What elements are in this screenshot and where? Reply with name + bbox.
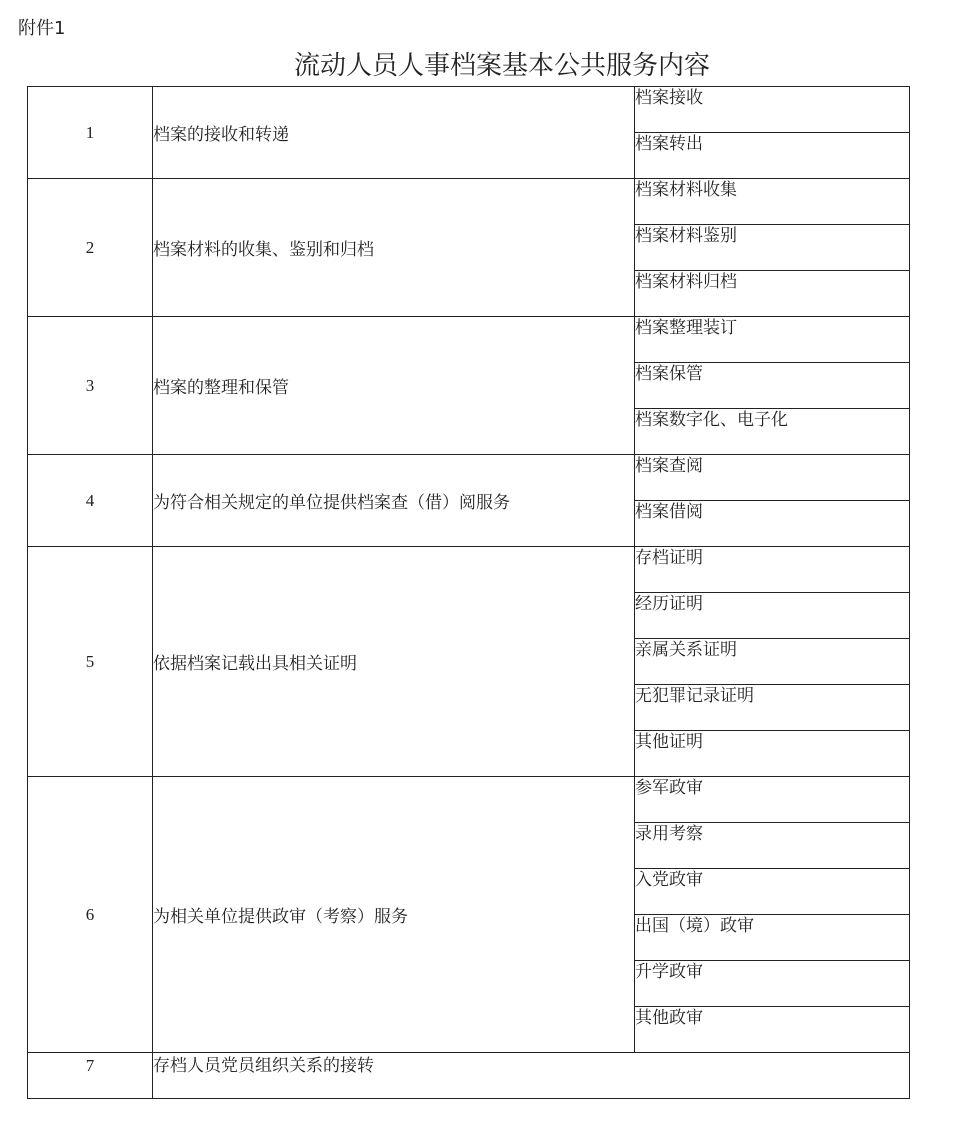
service-item: 经历证明 (635, 593, 910, 639)
row-number: 2 (28, 179, 153, 317)
service-item: 档案保管 (635, 363, 910, 409)
service-item: 档案查阅 (635, 455, 910, 501)
service-category: 依据档案记载出具相关证明 (153, 547, 635, 777)
service-item: 档案材料归档 (635, 271, 910, 317)
table-row (28, 179, 910, 225)
service-item: 录用考察 (635, 823, 910, 869)
row-number: 4 (28, 455, 153, 547)
service-category: 存档人员党员组织关系的接转 (153, 1053, 910, 1099)
table-row (28, 317, 910, 363)
service-item: 档案转出 (635, 133, 910, 179)
service-item: 升学政审 (635, 961, 910, 1007)
service-category: 为相关单位提供政审（考察）服务 (153, 777, 635, 1053)
services-table (27, 86, 910, 1099)
service-item: 档案材料鉴别 (635, 225, 910, 271)
service-category: 为符合相关规定的单位提供档案查（借）阅服务 (153, 455, 635, 547)
row-number: 1 (28, 87, 153, 179)
table-row (28, 455, 910, 501)
service-item: 亲属关系证明 (635, 639, 910, 685)
table-row (28, 87, 910, 133)
service-item: 入党政审 (635, 869, 910, 915)
service-item: 存档证明 (635, 547, 910, 593)
row-number: 3 (28, 317, 153, 455)
service-item: 无犯罪记录证明 (635, 685, 910, 731)
service-category: 档案的整理和保管 (153, 317, 635, 455)
table-row (28, 547, 910, 593)
service-item: 档案材料收集 (635, 179, 910, 225)
row-number: 5 (28, 547, 153, 777)
service-item: 出国（境）政审 (635, 915, 910, 961)
table-row (28, 1053, 910, 1099)
service-item: 其他证明 (635, 731, 910, 777)
service-item: 档案数字化、电子化 (635, 409, 910, 455)
attachment-label: 附件1 (18, 18, 66, 39)
service-category: 档案材料的收集、鉴别和归档 (153, 179, 635, 317)
service-category: 档案的接收和转递 (153, 87, 635, 179)
table-row (28, 777, 910, 823)
service-item: 其他政审 (635, 1007, 910, 1053)
row-number: 6 (28, 777, 153, 1053)
service-item: 档案借阅 (635, 501, 910, 547)
row-number: 7 (28, 1053, 153, 1099)
service-item: 档案整理装订 (635, 317, 910, 363)
service-item: 档案接收 (635, 87, 910, 133)
document-title: 流动人员人事档案基本公共服务内容 (293, 51, 710, 81)
service-item: 参军政审 (635, 777, 910, 823)
